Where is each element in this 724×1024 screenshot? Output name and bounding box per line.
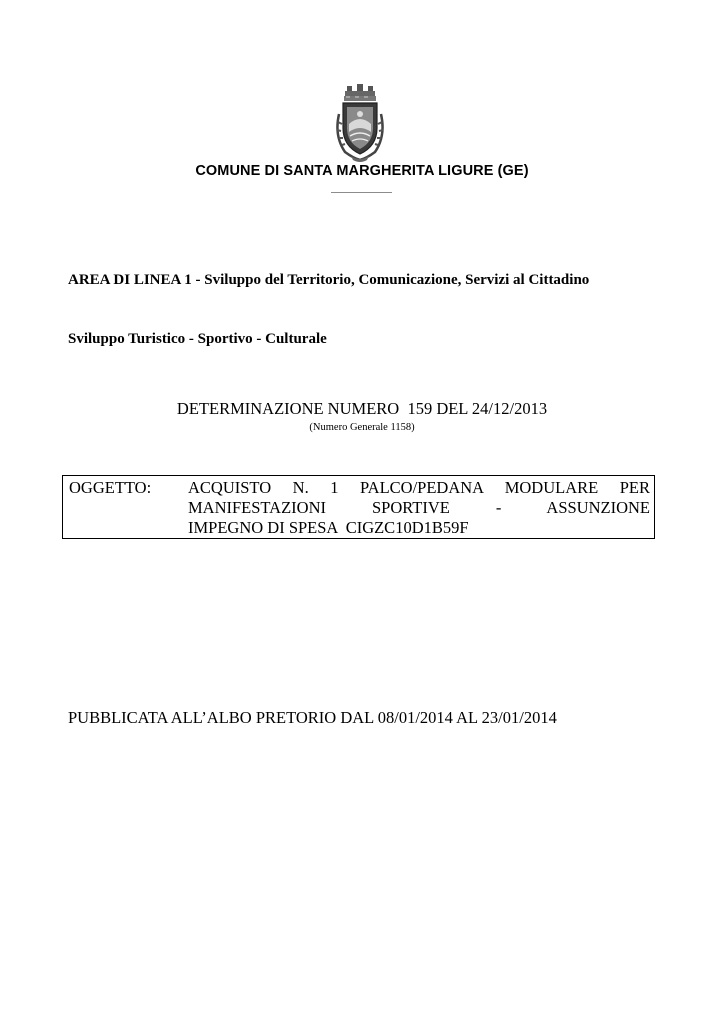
publication-notice: PUBBLICATA ALL’ALBO PRETORIO DAL 08/01/2014 AL 23/01/2014 — [68, 708, 557, 727]
subject-line: IMPEGNO DI SPESA CIGZC10D1B59F — [188, 518, 469, 537]
area-title: AREA DI LINEA 1 - Sviluppo del Territorio, Comunicazione, Servizi al Cittadino — [68, 272, 590, 288]
municipality-title: COMUNE DI SANTA MARGHERITA LIGURE (GE) — [195, 163, 529, 179]
subject-line: MANIFESTAZIONI SPORTIVE - ASSUNZIONE — [188, 498, 650, 517]
subject-text — [188, 478, 650, 538]
subject-box — [62, 475, 655, 539]
header-divider — [331, 192, 392, 193]
general-number: (Numero Generale 1158) — [309, 422, 415, 433]
department-title: Sviluppo Turistico - Sportivo - Culturale — [68, 331, 327, 347]
coat-of-arms-icon — [333, 84, 387, 164]
subject-label: OGGETTO: — [69, 478, 152, 497]
subject-line: ACQUISTO N. 1 PALCO/PEDANA MODULARE PER — [188, 478, 650, 497]
determination-title: DETERMINAZIONE NUMERO 159 DEL 24/12/2013 — [176, 399, 548, 418]
